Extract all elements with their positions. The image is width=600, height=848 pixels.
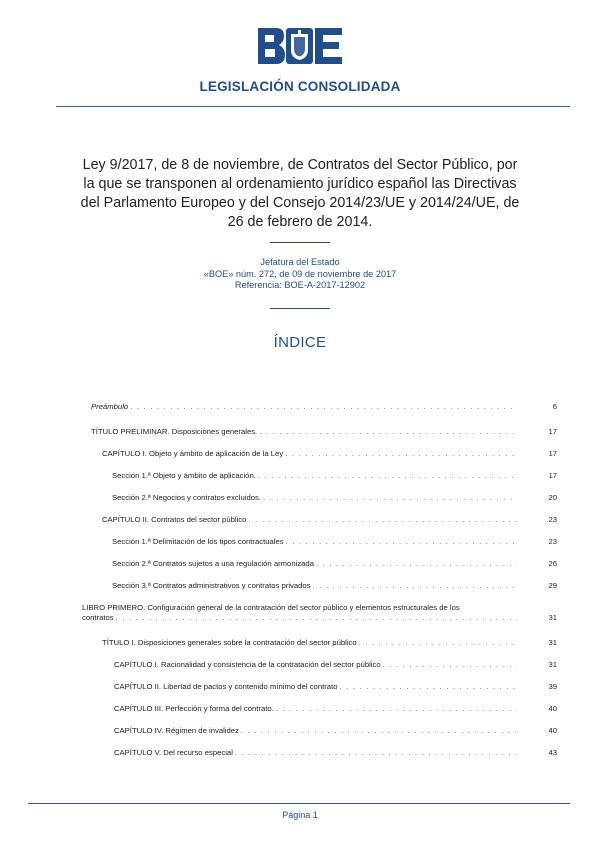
- toc-leader: [313, 581, 517, 591]
- toc-entry-label: TÍTULO PRELIMINAR. Disposiciones generales.: [91, 427, 258, 436]
- section-title: LEGISLACIÓN CONSOLIDADA: [199, 79, 401, 94]
- page-number: Página 1: [282, 810, 318, 820]
- toc-entry[interactable]: [112, 581, 557, 591]
- toc-entry-page: 17: [548, 471, 557, 480]
- toc-entry-page: 17: [548, 449, 557, 458]
- toc-leader: [259, 427, 517, 437]
- index-title: ÍNDICE: [273, 334, 327, 351]
- toc-leader: [316, 559, 517, 569]
- toc-leader: [285, 449, 517, 459]
- toc-entry-label: LIBRO PRIMERO. Configuración general de la contratación del sector público y elementos estructurales de los: [82, 603, 460, 612]
- toc-entry-label: Sección 2.ª Negocios y contratos excluidos.: [112, 493, 261, 502]
- toc-leader: [263, 493, 517, 503]
- toc-entry-page: 23: [548, 515, 557, 524]
- toc-entry-label: CAPÍTULO II. Contratos del sector público: [102, 515, 247, 524]
- toc-entry-label: CAPÍTULO V. Del recurso especial: [114, 748, 233, 757]
- toc-entry[interactable]: [82, 603, 557, 623]
- toc-entry-label-continued: contratos: [82, 613, 114, 622]
- toc-entry-page: 26: [548, 559, 557, 568]
- toc-entry-label: Preámbulo: [91, 402, 129, 411]
- publication: «BOE» núm. 272, de 09 de noviembre de 2017: [203, 268, 397, 279]
- toc-entry-page: 39: [548, 682, 557, 691]
- toc-entry-page: 17: [548, 427, 557, 436]
- toc-entry-label: Sección 3.ª Contratos administrativos y contratos privados: [112, 581, 311, 590]
- toc-entry-page: 31: [548, 613, 557, 622]
- toc-entry[interactable]: [114, 682, 557, 692]
- toc-entry[interactable]: [112, 559, 557, 569]
- toc-leader: [339, 682, 517, 692]
- toc-entry[interactable]: [114, 704, 557, 714]
- toc-leader: [286, 537, 517, 547]
- toc-entry-page: 40: [548, 704, 557, 713]
- toc-entry-label: CAPÍTULO IV. Régimen de invalidez: [114, 726, 239, 735]
- toc-entry[interactable]: [114, 660, 557, 670]
- toc-leader: [276, 704, 517, 714]
- toc-entry-label: Sección 1.ª Objeto y ámbito de aplicación.: [112, 471, 256, 480]
- reference: Referencia: BOE-A-2017-12902: [234, 280, 366, 290]
- toc-entry[interactable]: [112, 471, 557, 481]
- toc-leader: [235, 748, 517, 758]
- toc-entry-page: 31: [548, 638, 557, 647]
- toc-leader: [241, 726, 517, 736]
- toc-entry-page: 29: [548, 581, 557, 590]
- toc-entry-page: 6: [552, 402, 557, 411]
- toc-entry-label: CAPÍTULO I. Objeto y ámbito de aplicación de la Ley: [102, 449, 284, 458]
- toc-entry-label: CAPÍTULO III. Perfección y forma del contrato.: [114, 704, 274, 713]
- toc-entry[interactable]: [102, 638, 557, 648]
- toc-entry[interactable]: [114, 726, 557, 736]
- toc-entry[interactable]: [91, 427, 557, 437]
- toc-entry-page: 43: [548, 748, 557, 757]
- toc-leader: [258, 471, 517, 481]
- toc-entry[interactable]: [114, 748, 557, 758]
- document-title: Ley 9/2017, de 8 de noviembre, de Contratos del Sector Público, por la que se transponen al ordenamiento jurídico español las Directivas del Parlamento Europeo y del Consejo 2014/23/UE y 2014/24/UE, de 26 de febrero de 2014.: [80, 157, 520, 230]
- toc-entry-label: Sección 2.ª Contratos sujetos a una regulación armonizada: [112, 559, 314, 568]
- toc-entry-label: Sección 1.ª Delimitación de los tipos contractuales: [112, 537, 284, 546]
- toc-entry[interactable]: [91, 402, 557, 412]
- toc-entry[interactable]: [102, 515, 557, 525]
- toc-entry-label: CAPÍTULO II. Libertad de pactos y contenido mínimo del contrato: [114, 682, 338, 691]
- toc-leader: [248, 515, 517, 525]
- toc-entry[interactable]: [112, 493, 557, 503]
- toc-entry-label: CAPÍTULO I. Racionalidad y consistencia de la contratación del sector público: [114, 660, 381, 669]
- toc-entry-page: 31: [548, 660, 557, 669]
- toc-entry-page: 40: [548, 726, 557, 735]
- department: Jefatura del Estado: [260, 257, 340, 267]
- toc-leader: [383, 660, 517, 670]
- toc-entry-page: 20: [548, 493, 557, 502]
- toc-entry-page: 23: [548, 537, 557, 546]
- toc-entry[interactable]: [102, 449, 557, 459]
- toc-leader: [130, 402, 517, 412]
- toc-entry[interactable]: [112, 537, 557, 547]
- toc-leader: [116, 613, 517, 623]
- toc-entry-label: TÍTULO I. Disposiciones generales sobre la contratación del sector público: [102, 638, 357, 647]
- footer-divider: [28, 803, 570, 804]
- toc-leader: [359, 638, 517, 648]
